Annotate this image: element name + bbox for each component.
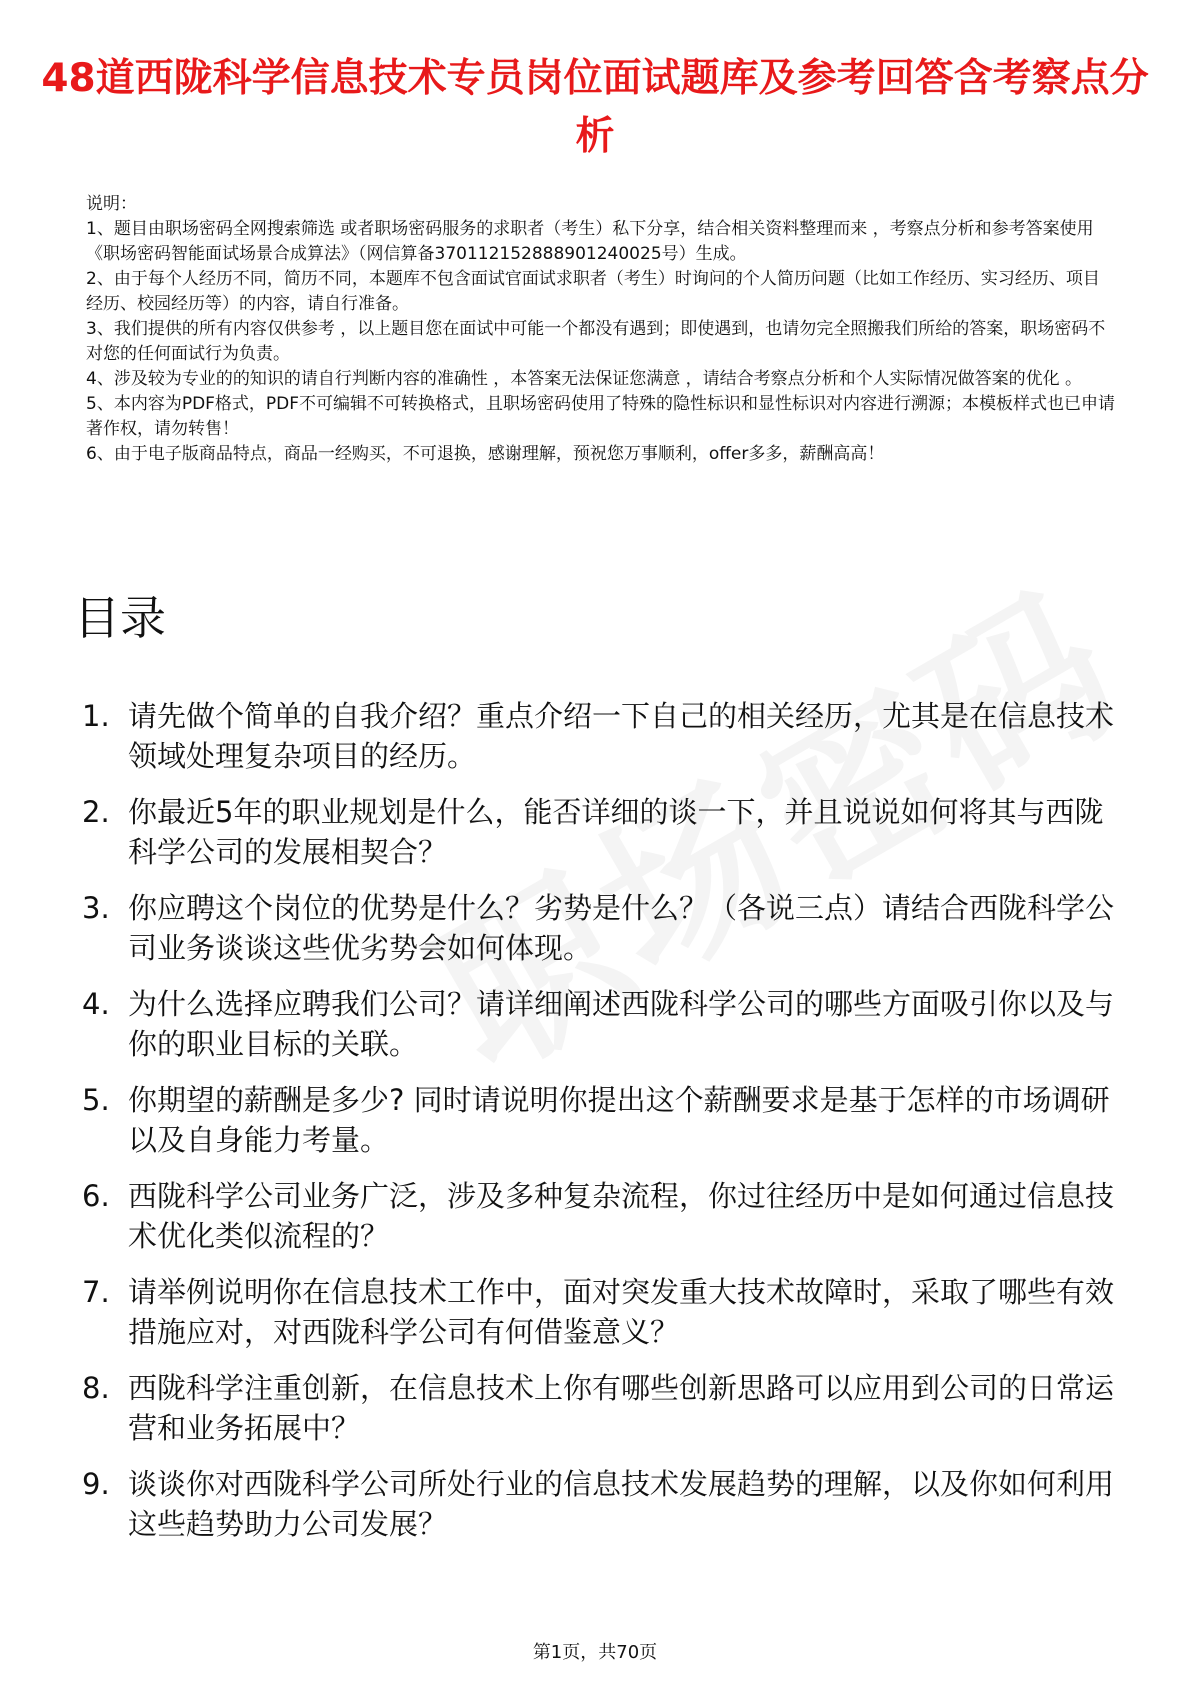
toc-item[interactable] bbox=[82, 792, 1122, 872]
note-item: 2、由于每个人经历不同，简历不同，本题库不包含面试官面试求职者（考生）时询问的个人简历问题（比如工作经历、实习经历、项目经历、校园经历等）的内容，请自行准备。 bbox=[86, 269, 1100, 314]
notes-section bbox=[86, 192, 1116, 467]
toc-item[interactable] bbox=[82, 984, 1122, 1064]
toc-item-number: 5. bbox=[82, 1083, 110, 1117]
toc-item-text: 你最近5年的职业规划是什么，能否详细的谈一下，并且说说如何将其与西陇科学公司的发展相契合？ bbox=[128, 795, 1104, 869]
toc-item-text: 谈谈你对西陇科学公司所处行业的信息技术发展趋势的理解，以及你如何利用这些趋势助力公司发展？ bbox=[128, 1467, 1115, 1541]
toc-item-number: 1. bbox=[82, 699, 110, 733]
toc-item-number: 9. bbox=[82, 1467, 110, 1501]
note-item: 6、由于电子版商品特点，商品一经购买，不可退换，感谢理解，预祝您万事顺利，offer多多，薪酬高高！ bbox=[86, 444, 885, 464]
toc-item-text: 为什么选择应聘我们公司？请详细阐述西陇科学公司的哪些方面吸引你以及与你的职业目标的关联。 bbox=[128, 987, 1115, 1061]
toc-item[interactable] bbox=[82, 1080, 1122, 1160]
toc-item-number: 7. bbox=[82, 1275, 110, 1309]
toc-item-text: 西陇科学注重创新，在信息技术上你有哪些创新思路可以应用到公司的日常运营和业务拓展中？ bbox=[128, 1371, 1115, 1445]
toc-item[interactable] bbox=[82, 696, 1122, 776]
note-item: 3、我们提供的所有内容仅供参考 ，以上题目您在面试中可能一个都没有遇到；即使遇到，也请勿完全照搬我们所给的答案，职场密码不对您的任何面试行为负责。 bbox=[86, 319, 1106, 364]
toc-item[interactable] bbox=[82, 1464, 1122, 1544]
note-item: 1、题目由职场密码全网搜索筛选 或者职场密码服务的求职者（考生）私下分享，结合相关资料整理而来 ，考察点分析和参考答案使用《职场密码智能面试场景合成算法》（网信算备370112152888901240025号）生成。 bbox=[86, 219, 1094, 264]
notes-heading: 说明： bbox=[86, 194, 137, 214]
toc-item-number: 2. bbox=[82, 795, 110, 829]
toc-item-text: 请举例说明你在信息技术工作中，面对突发重大技术故障时，采取了哪些有效措施应对，对西陇科学公司有何借鉴意义？ bbox=[128, 1275, 1115, 1349]
toc-item-text: 西陇科学公司业务广泛，涉及多种复杂流程，你过往经历中是如何通过信息技术优化类似流程的？ bbox=[128, 1179, 1115, 1253]
toc-item-number: 6. bbox=[82, 1179, 110, 1213]
toc-item-number: 8. bbox=[82, 1371, 110, 1405]
toc-item[interactable] bbox=[82, 1272, 1122, 1352]
toc-item-number: 3. bbox=[82, 891, 110, 925]
toc-item[interactable] bbox=[82, 888, 1122, 968]
toc-heading: 目录 bbox=[74, 591, 166, 645]
document-title: 48道西陇科学信息技术专员岗位面试题库及参考回答含考察点分析 bbox=[41, 56, 1149, 159]
toc-item-number: 4. bbox=[82, 987, 110, 1021]
note-item: 4、涉及较为专业的的知识的请自行判断内容的准确性 ，本答案无法保证您满意 ，请结合考察点分析和个人实际情况做答案的优化 。 bbox=[86, 369, 1083, 389]
toc-list bbox=[82, 696, 1122, 1560]
toc-item-text: 你应聘这个岗位的优势是什么？劣势是什么？（各说三点）请结合西陇科学公司业务谈谈这些优劣势会如何体现。 bbox=[128, 891, 1115, 965]
toc-item-text: 请先做个简单的自我介绍？重点介绍一下自己的相关经历，尤其是在信息技术领域处理复杂项目的经历。 bbox=[128, 699, 1115, 773]
toc-item[interactable] bbox=[82, 1176, 1122, 1256]
toc-item[interactable] bbox=[82, 1368, 1122, 1448]
toc-item-text: 你期望的薪酬是多少? 同时请说明你提出这个薪酬要求是基于怎样的市场调研以及自身能力考量。 bbox=[128, 1083, 1110, 1157]
note-item: 5、本内容为PDF格式，PDF不可编辑不可转换格式，且职场密码使用了特殊的隐性标识和显性标识对内容进行溯源；本模板样式也已申请著作权，请勿转售！ bbox=[86, 394, 1116, 439]
page-footer: 第1页，共70页 bbox=[532, 1642, 658, 1663]
